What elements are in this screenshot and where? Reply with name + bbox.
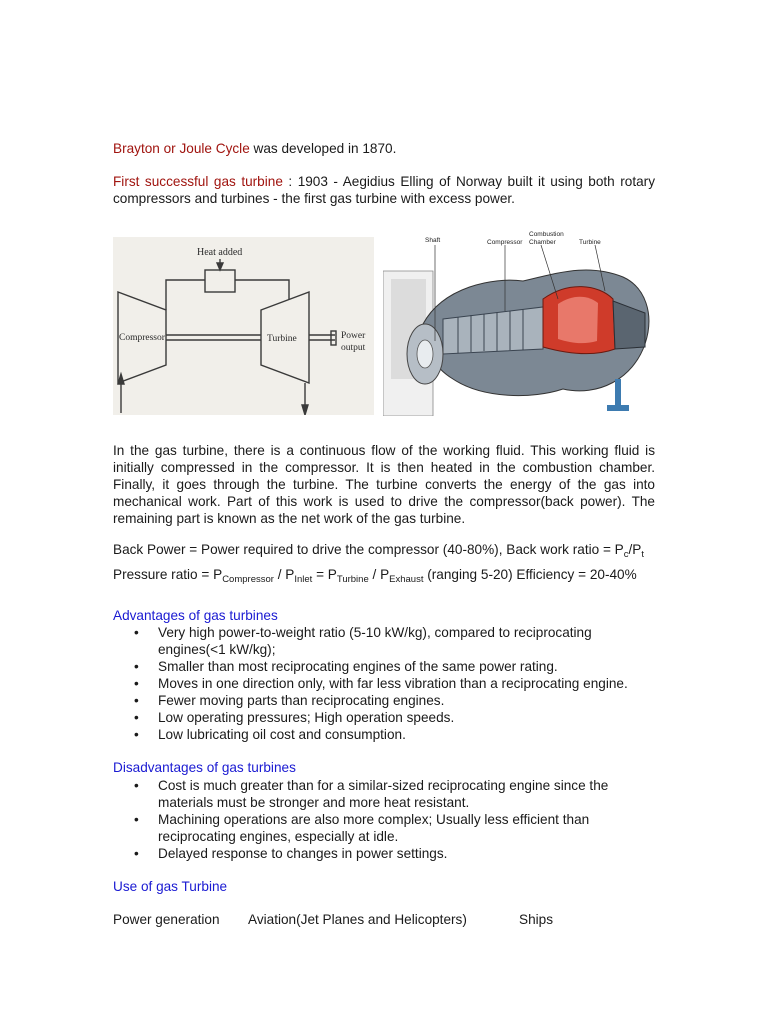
use-item-power-generation: Power generation: [113, 912, 220, 927]
combustion-label-1: Combustion: [529, 231, 564, 238]
power-output-label-2: output: [341, 343, 366, 353]
shaft-label: Shaft: [425, 237, 441, 244]
list-item: • Fewer moving parts than reciprocating engines.: [134, 693, 445, 708]
list-item: • Low operating pressures; High operation speeds.: [134, 710, 455, 725]
list-item: • Delayed response to changes in power settings.: [134, 846, 448, 861]
back-power-line: Back Power = Power required to drive the compressor (40-80%), Back work ratio = $P_c/P_t$: [113, 542, 644, 560]
first-turbine-text: 1903 - Aegidius Elling of Norway built it using both rotary compressors and turbines - the first gas turbine with excess power.: [113, 174, 655, 206]
list-item: • Smaller than most reciprocating engines of the same power rating.: [134, 659, 558, 674]
cutaway-turbine-label: Turbine: [579, 239, 601, 246]
disadvantages-list: [113, 777, 655, 862]
power-output-label-1: Power: [341, 331, 366, 341]
gas-turbine-cutaway-illustration: [383, 229, 658, 416]
compressor-label: Compressor: [119, 333, 165, 343]
first-turbine-label: First successful gas turbine: [113, 174, 283, 189]
cutaway-compressor-label: Compressor: [487, 239, 523, 246]
list-item: • Cost is much greater than for a similar-sized reciprocating engine since the materials must be stronger and more heat resistant.: [134, 778, 609, 810]
uses-row: [113, 911, 655, 928]
heat-added-label: Heat added: [197, 247, 243, 258]
cutaway-svg: [383, 229, 658, 416]
list-item: • Machining operations are also more complex; Usually less efficient than reciprocating engines, especially at idle.: [134, 812, 590, 844]
brayton-schematic-diagram: [113, 237, 374, 415]
use-item-aviation: Aviation(Jet Planes and Helicopters): [248, 912, 467, 927]
advantages-heading: Advantages of gas turbines: [113, 608, 278, 623]
combustion-label-2: Chamber: [529, 239, 556, 246]
brayton-line: [113, 140, 396, 157]
brayton-text: was developed in 1870.: [249, 141, 397, 156]
turbine-label: Turbine: [267, 334, 297, 344]
list-item: • Moves in one direction only, with far less vibration than a reciprocating engine.: [134, 676, 628, 691]
uses-heading: Use of gas Turbine: [113, 879, 228, 894]
disadvantages-heading: Disadvantages of gas turbines: [113, 760, 296, 775]
schematic-svg: [113, 237, 374, 415]
use-item-ships: Ships: [519, 912, 554, 927]
first-turbine-paragraph: First successful gas turbine : 1903 - Aegidius Elling of Norway built it using both rotary compressors and turbines - the first gas turbine with excess power.: [113, 174, 655, 206]
list-item: • Low lubricating oil cost and consumption.: [134, 727, 406, 742]
advantages-list: [113, 624, 655, 743]
description-paragraph: In the gas turbine, there is a continuous flow of the working fluid. This working fluid is initially compressed in the compressor. It is then heated in the combustion chamber. Finally, it goes through the turbine. The turbine converts the energy of the gas into mechanical work. Part of this work is used to drive the compressor(back power). The remaining part is known as the net work of the gas turbine.: [113, 443, 655, 526]
pressure-ratio-line: Pressure ratio = $P_{Compressor} / P_{Inlet} = P_{Turbine} / P_{Exhaust}$ (ranging 5-20) Efficiency = 20-40%: [113, 567, 637, 585]
list-item: • Very high power-to-weight ratio (5-10 kW/kg), compared to reciprocating engines(<1 kW/kg);: [134, 625, 592, 657]
brayton-label: Brayton or Joule Cycle: [113, 141, 250, 156]
